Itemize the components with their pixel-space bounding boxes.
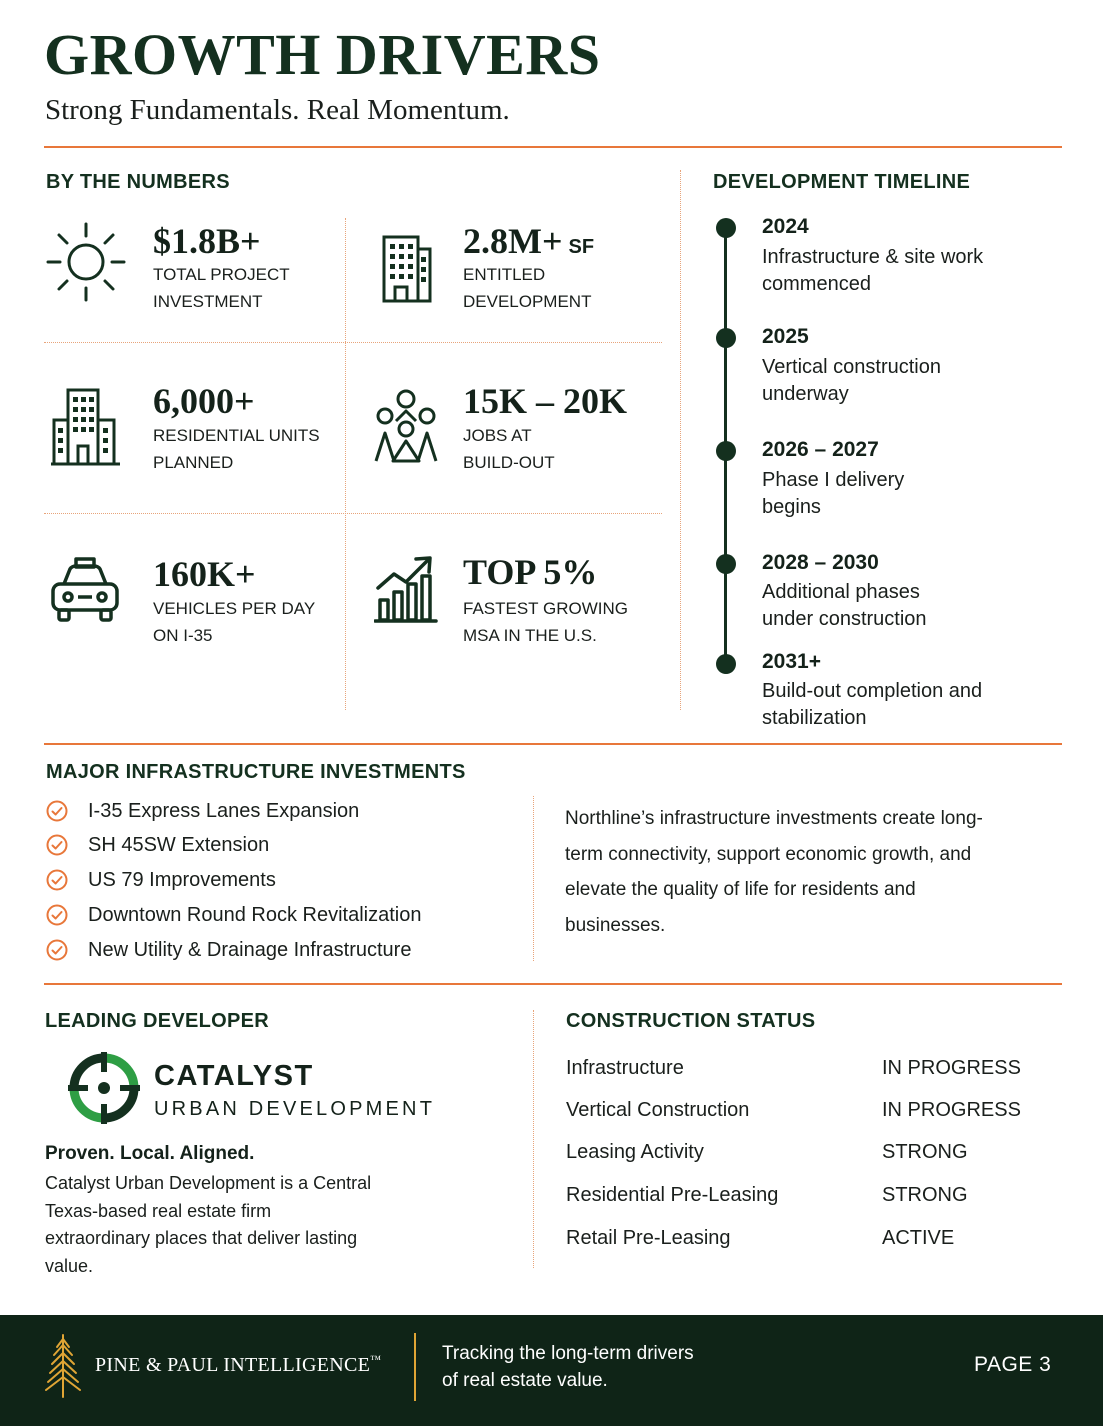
timeline-desc: Infrastructure & site work commenced bbox=[762, 246, 984, 295]
developer-heading: LEADING DEVELOPER bbox=[45, 1010, 270, 1032]
list-item bbox=[46, 902, 422, 928]
status-label: Leasing Activity bbox=[566, 1141, 704, 1163]
header-divider bbox=[44, 146, 1062, 148]
stat-label-line1: ENTITLED bbox=[463, 265, 546, 284]
developer-divider bbox=[533, 1010, 534, 1268]
section-divider-2 bbox=[44, 983, 1062, 985]
status-label: Vertical Construction bbox=[566, 1099, 750, 1121]
list-item bbox=[46, 867, 276, 893]
timeline-dot bbox=[716, 218, 736, 238]
stat-value: 15K – 20K bbox=[463, 381, 628, 421]
logo-name: CATALYST bbox=[154, 1060, 314, 1092]
status-value: STRONG bbox=[882, 1141, 968, 1163]
stat-label-line2: ON I-35 bbox=[153, 626, 213, 645]
list-item-text: Downtown Round Rock Revitalization bbox=[88, 903, 422, 926]
check-circle-icon bbox=[46, 869, 68, 891]
developer-tagline: Proven. Local. Aligned. bbox=[45, 1143, 255, 1164]
stat-label-line1: JOBS AT bbox=[463, 426, 532, 445]
status-label: Infrastructure bbox=[566, 1057, 684, 1079]
timeline-year: 2024 bbox=[762, 215, 809, 238]
list-item bbox=[46, 937, 411, 963]
timeline-year: 2025 bbox=[762, 325, 809, 348]
footer-divider bbox=[414, 1333, 416, 1401]
timeline-dot bbox=[716, 554, 736, 574]
status-label: Retail Pre-Leasing bbox=[566, 1227, 731, 1249]
stat-label-line2: PLANNED bbox=[153, 453, 234, 472]
list-item bbox=[46, 832, 269, 858]
list-item-text: US 79 Improvements bbox=[88, 868, 276, 891]
status-value: IN PROGRESS bbox=[882, 1057, 1021, 1079]
timeline-desc: Vertical construction underway bbox=[762, 356, 941, 405]
timeline-year: 2028 – 2030 bbox=[762, 551, 879, 574]
footer-tagline-line2: of real estate value. bbox=[442, 1370, 608, 1391]
stat-label-line2: MSA IN THE U.S. bbox=[463, 626, 597, 645]
stat-label-line1: FASTEST GROWING bbox=[463, 599, 628, 618]
footer-tagline-line1: Tracking the long-term drivers bbox=[442, 1343, 694, 1364]
timeline-dot bbox=[716, 441, 736, 461]
page-title: GROWTH DRIVERS bbox=[44, 22, 601, 87]
timeline-heading: DEVELOPMENT TIMELINE bbox=[713, 171, 971, 193]
timeline-desc: Build-out completion and stabilization bbox=[762, 680, 983, 729]
section-divider-1 bbox=[44, 743, 1062, 745]
timeline-year: 2031+ bbox=[762, 650, 821, 673]
status-value: ACTIVE bbox=[882, 1227, 955, 1249]
timeline-dot bbox=[716, 654, 736, 674]
numbers-row-divider-2 bbox=[44, 513, 662, 514]
footer bbox=[0, 1315, 1103, 1426]
infrastructure-divider bbox=[533, 796, 534, 961]
list-item bbox=[46, 798, 359, 824]
stat-value: 2.8M+ bbox=[463, 221, 563, 261]
office-building-icon bbox=[380, 233, 432, 303]
status-label: Residential Pre-Leasing bbox=[566, 1184, 779, 1206]
list-item-text: I-35 Express Lanes Expansion bbox=[88, 799, 360, 822]
infrastructure-paragraph: Northline’s infrastructure investments create long-term connectivity, support economic growth, and elevate the quality of life for residents and businesses. bbox=[565, 808, 983, 936]
stat-unit: SF bbox=[568, 236, 595, 258]
people-icon bbox=[374, 389, 438, 463]
logo-subtitle: URBAN DEVELOPMENT bbox=[154, 1098, 436, 1120]
apartment-building-icon bbox=[50, 386, 122, 466]
status-value: STRONG bbox=[882, 1184, 968, 1206]
developer-description: Catalyst Urban Development is a Central Texas-based real estate firm extraordinary places that deliver lasting value. bbox=[45, 1173, 372, 1276]
status-row bbox=[566, 1184, 1036, 1212]
check-circle-icon bbox=[46, 800, 68, 822]
stat-value: $1.8B+ bbox=[153, 221, 261, 261]
timeline-desc: Additional phases under construction bbox=[762, 581, 927, 630]
stat-label-line2: BUILD-OUT bbox=[463, 453, 555, 472]
check-circle-icon bbox=[46, 904, 68, 926]
list-item-text: SH 45SW Extension bbox=[88, 833, 270, 856]
status-value: IN PROGRESS bbox=[882, 1099, 1021, 1121]
numbers-row-divider-1 bbox=[44, 342, 662, 343]
stat-label-line1: VEHICLES PER DAY bbox=[153, 599, 316, 618]
infrastructure-heading: MAJOR INFRASTRUCTURE INVESTMENTS bbox=[46, 761, 466, 783]
check-circle-icon bbox=[46, 939, 68, 961]
page-number: PAGE 3 bbox=[974, 1353, 1052, 1376]
growth-chart-icon bbox=[374, 554, 438, 624]
stat-label-line2: DEVELOPMENT bbox=[463, 292, 592, 311]
timeline-desc: Phase I delivery begins bbox=[762, 469, 905, 518]
footer-brand: PINE & PAUL INTELLIGENCE bbox=[95, 1354, 371, 1376]
status-row bbox=[566, 1099, 1036, 1127]
stat-label-line1: RESIDENTIAL UNITS bbox=[153, 426, 320, 445]
status-row bbox=[566, 1057, 1036, 1085]
construction-heading: CONSTRUCTION STATUS bbox=[566, 1010, 816, 1032]
timeline-dot bbox=[716, 328, 736, 348]
car-icon bbox=[50, 556, 120, 624]
stat-value: 160K+ bbox=[153, 554, 256, 594]
by-the-numbers-heading: BY THE NUMBERS bbox=[46, 171, 230, 193]
stat-label-line1: TOTAL PROJECT bbox=[153, 265, 290, 284]
page-subtitle: Strong Fundamentals. Real Momentum. bbox=[45, 94, 510, 126]
numbers-column-divider bbox=[345, 218, 346, 710]
footer-trademark: ™ bbox=[370, 1354, 382, 1366]
stat-value: 6,000+ bbox=[153, 381, 255, 421]
catalyst-logo-icon bbox=[68, 1052, 140, 1124]
stat-value: TOP 5% bbox=[463, 552, 598, 592]
pine-tree-icon bbox=[44, 1333, 82, 1399]
check-circle-icon bbox=[46, 834, 68, 856]
list-item-text: New Utility & Drainage Infrastructure bbox=[88, 938, 412, 961]
status-row bbox=[566, 1141, 1036, 1169]
numbers-timeline-divider bbox=[680, 170, 681, 710]
stat-label-line2: INVESTMENT bbox=[153, 292, 263, 311]
status-row bbox=[566, 1227, 1036, 1255]
timeline-year: 2026 – 2027 bbox=[762, 438, 879, 461]
sun-icon bbox=[46, 221, 126, 303]
